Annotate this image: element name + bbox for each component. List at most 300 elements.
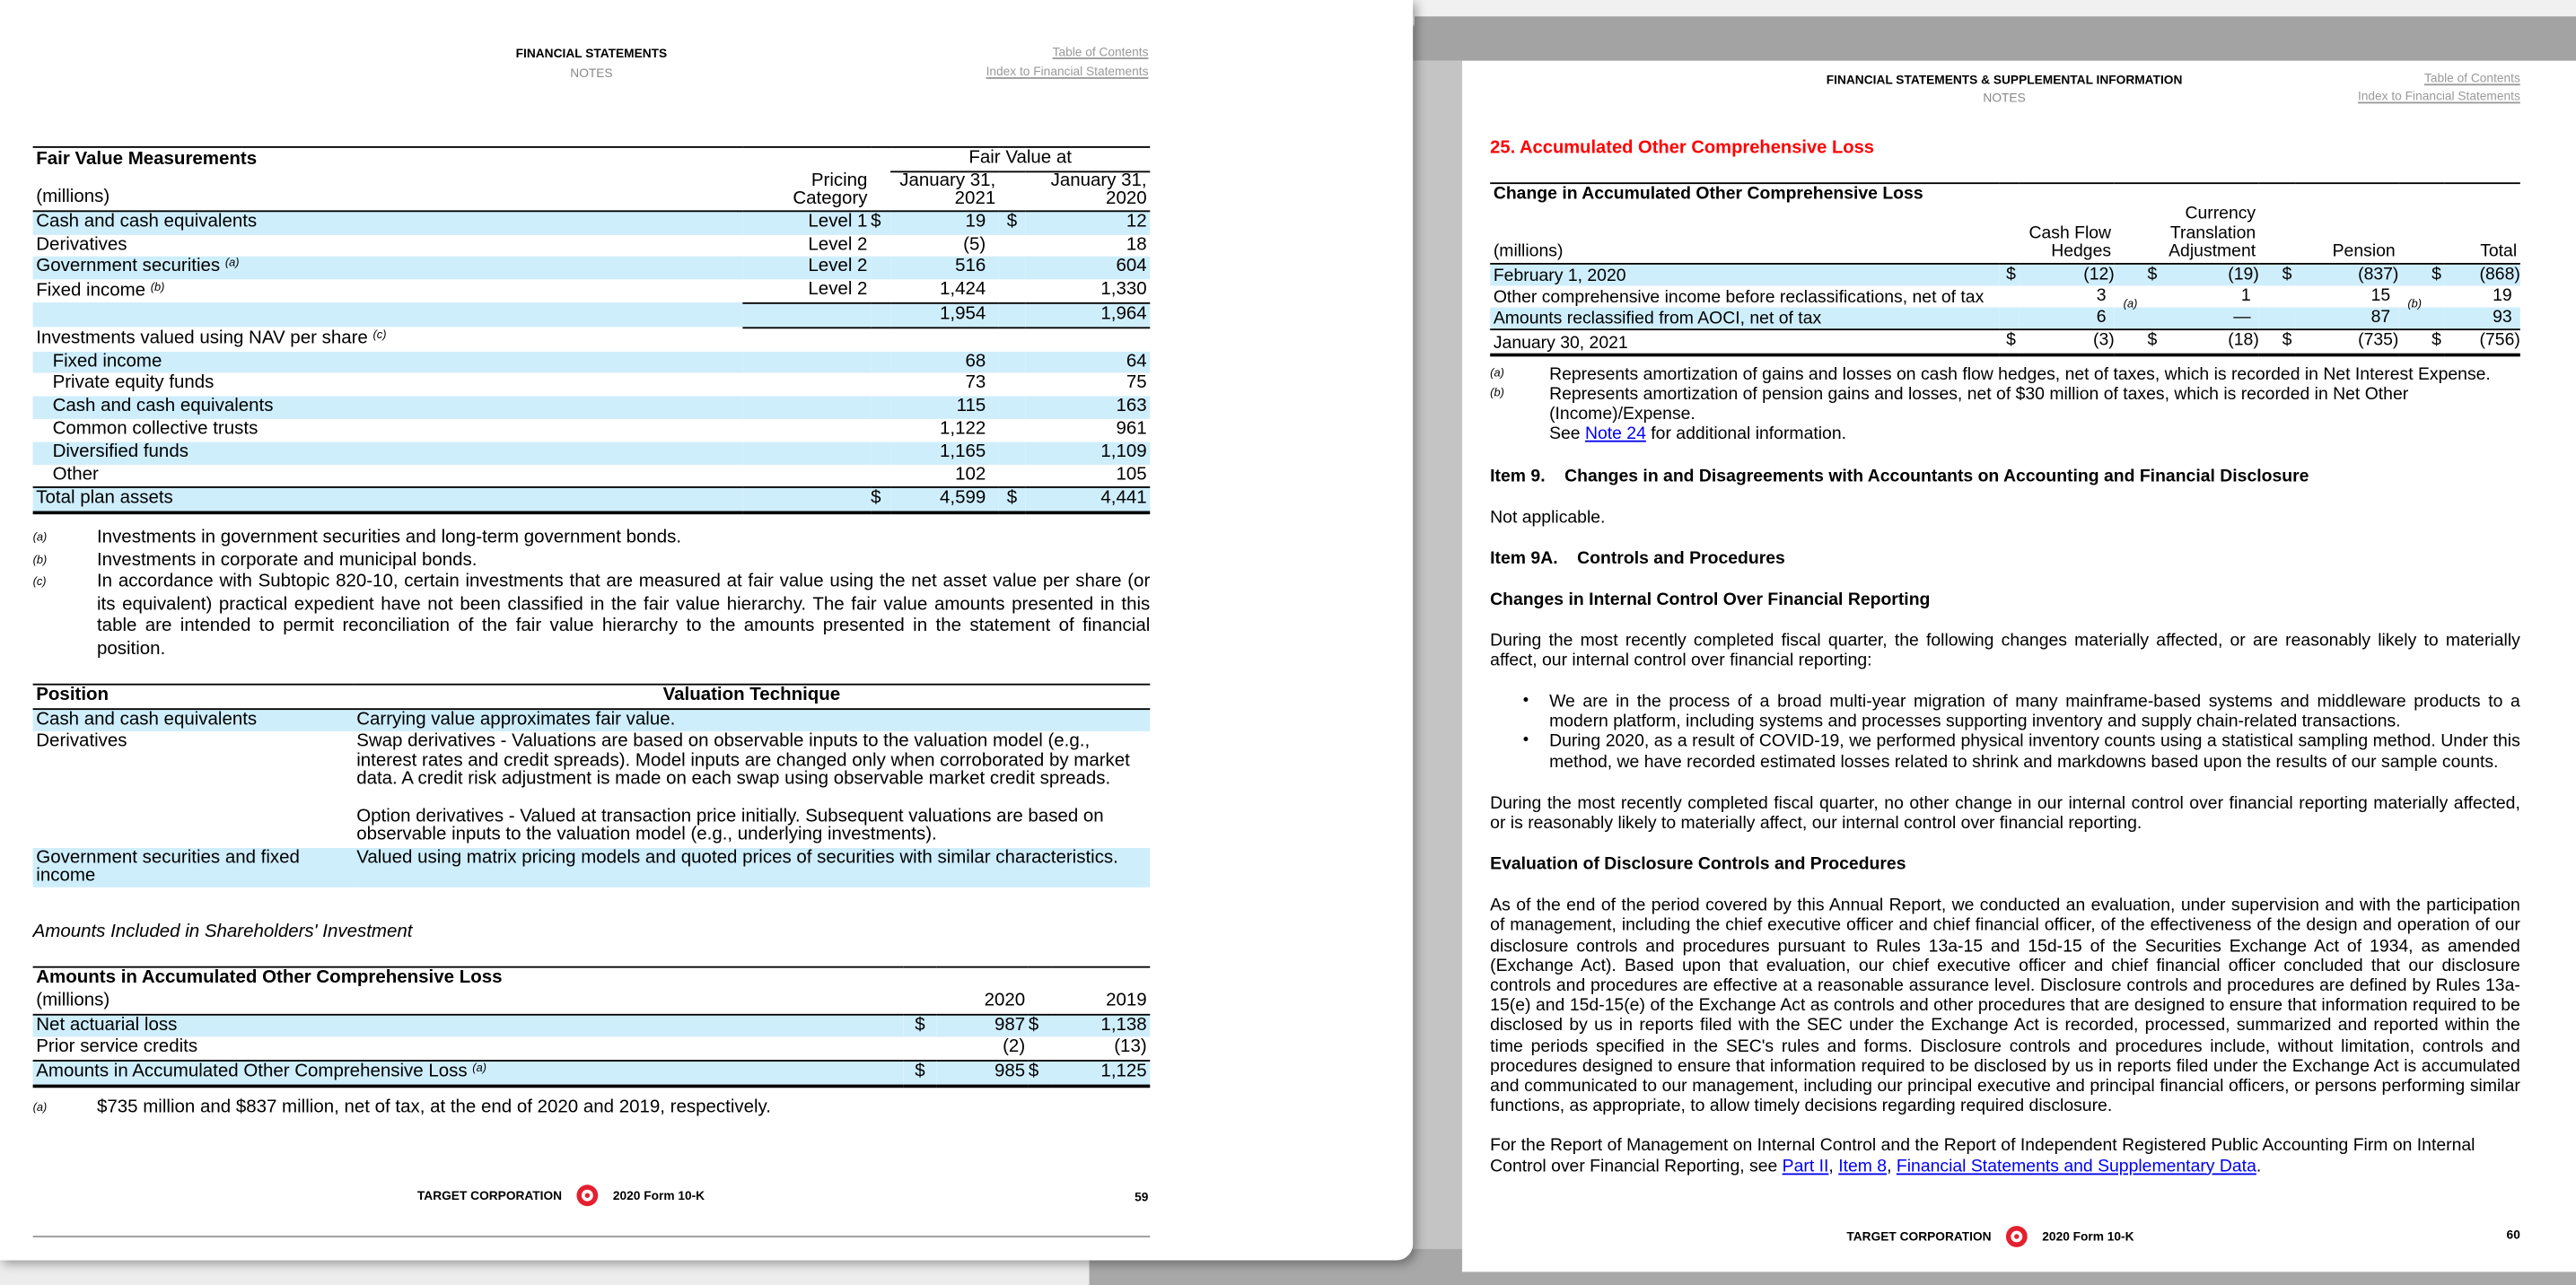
row-label (33, 397, 743, 419)
page-header-subtitle: NOTES (570, 66, 613, 81)
row-label (33, 257, 743, 279)
row-value (2445, 308, 2520, 330)
pricing-category (742, 303, 871, 328)
value-2021: 115 (890, 397, 999, 419)
footnote-text: Represents amortization of gains and losses on cash flow hedges, net of taxes, which is recorded in Net Interest Expense. (1549, 363, 2491, 384)
dollar-sign (999, 464, 1025, 487)
dollar-sign: $ (871, 488, 890, 513)
footnote (1490, 364, 2520, 384)
value-text: 6 (2096, 307, 2107, 328)
column-header: Total (2445, 205, 2520, 263)
background (1413, 0, 2576, 16)
value-2021: 1,165 (890, 441, 999, 464)
value-2019: 1,138 (1051, 1014, 1150, 1037)
value-text: (868) (2479, 264, 2520, 284)
change-table-title: Change in Accumulated Other Comprehensive Loss (1490, 183, 1999, 205)
value-2021: 19 (890, 211, 999, 234)
value-2020: 12 (1025, 211, 1150, 234)
value-2021: 1,122 (939, 418, 986, 439)
value-text: (3) (2093, 330, 2115, 351)
column-header: Cash Flow Hedges (2020, 205, 2115, 263)
pricing-category (742, 328, 871, 351)
item9a-heading: Item 9A. Controls and Procedures (1490, 547, 1785, 568)
table-row (33, 1061, 1151, 1086)
footnote-mark: (b) (1490, 387, 1504, 399)
dollar-sign: $ (2000, 263, 2020, 285)
bullet-icon: • (1522, 731, 1529, 750)
table-row (33, 257, 1151, 279)
row-value (2160, 263, 2259, 285)
table-of-contents-link[interactable]: Table of Contents (2423, 70, 2520, 86)
value-2020: 64 (1025, 351, 1150, 373)
pricing-category (742, 419, 871, 441)
text: See (1549, 424, 1585, 444)
valuation-technique (354, 732, 1151, 848)
footnote-ref: (b) (2407, 299, 2423, 311)
row-label-text: Fixed income (52, 351, 162, 372)
dollar-sign: $ (2115, 263, 2160, 285)
position-label: Government securities and fixed income (33, 848, 354, 887)
pricing-category: Level 2 (742, 257, 871, 279)
changes-bullet-list (1490, 692, 2520, 772)
value-2021: 1,424 (939, 279, 986, 300)
footnote-mark: (b) (32, 555, 48, 567)
row-value (2295, 330, 2398, 354)
table-row (33, 419, 1151, 441)
units-label: (millions) (33, 171, 743, 211)
row-label (33, 464, 743, 487)
viewer-margin (1413, 61, 1462, 1249)
report-text: For the Report of Management on Internal Control and the Report of Independent Registered Public Accounting Firm on Internal Control over Financial Reporting, see (1490, 1136, 2475, 1176)
row-value (2445, 263, 2520, 285)
pricing-category (742, 464, 871, 487)
dollar-sign (999, 257, 1025, 279)
units-label: (millions) (1490, 205, 1999, 263)
pricing-category-header: Pricing Category (742, 171, 871, 211)
valuation-technique-header: Valuation Technique (354, 685, 1151, 709)
value-2020: 604 (1025, 257, 1150, 279)
page-footer (1490, 1226, 2520, 1249)
value-2020 (1025, 328, 1150, 351)
value-2020: 163 (1025, 397, 1150, 419)
value-2019: (13) (1114, 1037, 1147, 1058)
row-label (33, 328, 743, 351)
value-2021: (5) (963, 234, 986, 255)
dollar-sign (999, 303, 1025, 328)
evaluation-heading: Evaluation of Disclosure Controls and Procedures (1490, 854, 1906, 875)
index-financial-statements-link[interactable]: Index to Financial Statements (2357, 88, 2520, 104)
col-2020-header: 2020 (936, 991, 1029, 1014)
value-2021: 4,599 (890, 488, 999, 513)
dollar-sign: $ (2115, 330, 2160, 354)
dollar-sign (999, 234, 1025, 257)
value-text: 1 (2240, 285, 2251, 306)
dollar-sign: $ (2259, 263, 2295, 285)
dollar-sign (999, 397, 1025, 419)
footer-form: 2020 Form 10-K (2042, 1228, 2134, 1244)
page-header-title: FINANCIAL STATEMENTS & SUPPLEMENTAL INFORMATION (1826, 72, 2183, 88)
index-financial-statements-link[interactable]: Index to Financial Statements (986, 64, 1149, 79)
value-text: 3 (2096, 285, 2107, 306)
page-number: 60 (2506, 1227, 2520, 1243)
row-label (33, 351, 743, 373)
value-2020: 1,330 (1100, 279, 1147, 300)
units-label: (millions) (33, 991, 904, 1014)
aocl-footnote (33, 1097, 1151, 1120)
position-label: Cash and cash equivalents (33, 709, 354, 732)
footer-company: TARGET CORPORATION (1846, 1228, 1992, 1244)
row-label-text: Net actuarial loss (36, 1014, 178, 1035)
value-2020: 18 (1126, 234, 1147, 255)
footnote-text: $735 million and $837 million, net of tax, at the end of 2020 and 2019, respectively. (96, 1097, 771, 1118)
footer-company: TARGET CORPORATION (416, 1187, 563, 1203)
footnote-mark: (a) (1490, 367, 1504, 380)
footnote-text: Investments in corporate and municipal bonds. (96, 549, 478, 570)
footnote-ref: (b) (150, 282, 165, 294)
pricing-category: Level 1 (742, 211, 871, 234)
pricing-category (742, 351, 871, 373)
value-2020: 987 (936, 1014, 1029, 1037)
spacer (2259, 183, 2295, 205)
footer-rule (33, 1236, 1151, 1237)
footnote-mark: (a) (32, 1102, 48, 1115)
dollar-sign (999, 328, 1025, 351)
value-2021: 102 (955, 464, 986, 485)
valuation-table (33, 684, 1151, 887)
table-row (33, 373, 1151, 396)
dollar-sign: $ (999, 211, 1025, 234)
table-row (33, 732, 1151, 848)
footnote-body (1549, 384, 2520, 444)
row-label-text: Government securities (36, 257, 221, 277)
technique-paragraph: Carrying value approximates fair value. (356, 709, 676, 730)
change-aocl-table (1490, 182, 2520, 355)
spacer (2000, 205, 2020, 263)
table-row (33, 351, 1151, 373)
row-value (2160, 285, 2259, 307)
table-row (33, 441, 1151, 464)
spacer (2115, 205, 2160, 263)
value-text: (12) (2083, 264, 2115, 284)
dollar-sign (999, 280, 1025, 303)
footnote-ref: (a) (2123, 299, 2138, 311)
changes-heading: Changes in Internal Control Over Financial Reporting (1490, 589, 1931, 609)
spacer (2398, 205, 2444, 263)
dollar-sign: $ (871, 211, 890, 234)
target-logo-icon (577, 1184, 599, 1206)
dollar-sign (871, 257, 890, 279)
value-2020: 1,964 (1025, 303, 1150, 328)
row-value (2020, 299, 2138, 330)
bullet-item (1490, 732, 2520, 773)
footnote (33, 528, 1151, 550)
report-reference (1490, 1136, 2520, 1176)
spacer (2000, 183, 2020, 205)
spacer (2160, 183, 2259, 205)
value-2020: 75 (1126, 373, 1147, 394)
spacer (2445, 183, 2520, 205)
spacer (2020, 183, 2115, 205)
row-label-text: Derivatives (36, 234, 127, 255)
table-header-row (1490, 183, 2520, 205)
table-row (33, 328, 1151, 351)
footnote-text: Represents amortization of pension gains and losses, net of $30 million of taxes, which is recorded in Net Other (Income)/Expense. (1549, 383, 2409, 424)
dollar-sign (871, 303, 890, 328)
dollar-sign (871, 419, 890, 441)
dollar-sign (2000, 285, 2020, 307)
item-8-link[interactable]: Item 8 (1838, 1156, 1888, 1176)
row-value (2160, 330, 2259, 354)
pricing-category (742, 488, 871, 513)
dollar-sign (871, 351, 890, 373)
col-2021-header: January 31, 2021 (890, 171, 999, 211)
footnote (33, 550, 1151, 573)
position-header: Position (33, 685, 354, 709)
value-text: — (2233, 307, 2251, 328)
footnote (1490, 384, 2520, 444)
table-row (33, 464, 1151, 487)
table-row (33, 211, 1151, 234)
table-row (33, 303, 1151, 328)
pricing-category: Level 2 (808, 234, 868, 255)
period: . (2256, 1156, 2262, 1176)
change-table-footnotes (1490, 364, 2520, 444)
row-label (33, 488, 743, 513)
table-header-row (1490, 205, 2520, 263)
row-label (33, 1061, 904, 1086)
footnote-see-also (1549, 424, 2520, 444)
dollar-sign: $ (1029, 1014, 1052, 1037)
dollar-sign: $ (2000, 330, 2020, 354)
page-header-title: FINANCIAL STATEMENTS (515, 46, 668, 61)
footnote-ref: (c) (372, 329, 387, 342)
value-text: (837) (2358, 264, 2399, 284)
spacer (2398, 183, 2444, 205)
row-label (33, 211, 743, 234)
separator: , (1828, 1156, 1839, 1176)
row-value (2445, 330, 2520, 354)
dollar-sign: $ (999, 488, 1025, 513)
value-2020: 105 (1116, 464, 1147, 485)
row-label-text: Cash and cash equivalents (52, 396, 274, 416)
page-footer (417, 1184, 705, 1206)
target-logo-icon (2006, 1226, 2028, 1247)
shareholders-heading: Amounts Included in Shareholders' Investment (32, 922, 413, 942)
dollar-sign (999, 373, 1025, 396)
aocl-table (33, 966, 1151, 1088)
footnote-text: Investments in government securities and long-term government bonds. (96, 528, 682, 548)
value-text: (18) (2228, 330, 2259, 351)
technique-paragraph: Option derivatives - Valued at transaction price initially. Subsequent valuations are based on observable inputs to the valuation model (e.g., underlying investments). (356, 807, 1104, 846)
row-value (2020, 263, 2115, 285)
dollar-sign (871, 328, 890, 351)
evaluation-text: As of the end of the period covered by this Annual Report, we conducted an evaluation, under supervision and with the participation of management, including the chief executive officer and chief financial officer, of the effectiveness of the design and operation of our disclosure controls and procedures pursuant to Rules 13a-15 and 15d-15 of the Securities Exchange Act of 1934, as amended (Exchange Act). Based upon that evaluation, our chief executive officer and chief financial officer concluded that our disclosure controls and procedures are effective at a reasonable assurance level. Disclosure controls and procedures are defined by Rules 13a-15(e) and 15d-15(e) of the Exchange Act as controls and other procedures that are designed to ensure that information required to be disclosed by us in reports filed with the SEC under the Exchange Act is recorded, processed, summarized and reported within the time periods specified in the SEC's rules and forms. Disclosure controls and procedures include, without limitation, controls and procedures designed to ensure that information required to be disclosed by us in reports filed under the Exchange Act is accumulated and communicated to our management, including our principal executive and principal financial officers, or persons performing similar functions, as appropriate, to allow timely decisions regarding required disclosure. (1490, 896, 2520, 1116)
row-label-text: Other (52, 464, 99, 485)
row-label (33, 280, 743, 303)
col-2020-header: January 31, 2020 (1025, 171, 1150, 211)
dollar-sign (871, 280, 890, 303)
fair-value-footnotes (33, 528, 1151, 660)
value-2020: 1,109 (1025, 441, 1150, 464)
value-2019: 1,125 (1051, 1061, 1150, 1086)
value-text: 15 (2370, 285, 2391, 306)
row-label (33, 441, 743, 464)
bullet-icon: • (1522, 691, 1529, 710)
pricing-category (742, 397, 871, 419)
row-label-text: Total plan assets (36, 488, 173, 509)
column-header: Pension (2295, 205, 2398, 263)
value-2020: 985 (936, 1061, 1029, 1086)
bullet-text: During 2020, as a result of COVID-19, we performed physical inventory counts using a statistical sampling method. Under this method, we have recorded estimated losses related to shrink and markdowns based upon the results of our sample counts. (1549, 731, 2520, 772)
footer-form: 2020 Form 10-K (612, 1187, 705, 1203)
value-2020: 4,441 (1025, 488, 1150, 513)
row-label: January 30, 2021 (1490, 330, 1999, 354)
valuation-technique (354, 709, 1151, 732)
spacer (2295, 183, 2398, 205)
table-row (1490, 263, 2520, 285)
value-2021: 1,954 (890, 303, 999, 328)
text: for additional information. (1645, 424, 1847, 444)
row-label: February 1, 2020 (1490, 263, 1999, 285)
footnote-ref: (a) (472, 1063, 486, 1075)
dollar-sign (871, 464, 890, 487)
dollar-sign (1029, 1037, 1052, 1061)
row-label (33, 1037, 904, 1061)
page-number: 59 (1135, 1189, 1149, 1205)
dollar-sign (999, 419, 1025, 441)
part-ii-link[interactable]: Part II (1782, 1156, 1829, 1176)
value-text: (735) (2358, 330, 2399, 351)
dollar-sign (2259, 285, 2295, 307)
footnote-body (1549, 364, 2520, 384)
row-value (2160, 308, 2259, 330)
value-text: 93 (2493, 307, 2512, 328)
table-row (33, 397, 1151, 419)
value-text: 19 (2493, 285, 2512, 306)
value-text: (19) (2228, 264, 2259, 284)
column-header: Currency Translation Adjustment (2160, 205, 2259, 263)
table-row (33, 234, 1151, 257)
row-label-text: Prior service credits (36, 1037, 198, 1058)
row-label-text: Investments valued using NAV per share (36, 328, 368, 348)
row-label-text: Private equity funds (52, 373, 215, 394)
value-2020: (2) (1003, 1037, 1026, 1058)
footnote-ref: (a) (224, 258, 240, 271)
footnote-text: In accordance with Subtopic 820-10, certain investments that are measured at fair value using the net asset value per share (or its equivalent) practical expedient have not been classified in the fair value hierarchy. The fair value amounts presented in this table are intended to permit reconciliation of the fair value hierarchy to the amounts presented in the statement of financial position. (96, 572, 1151, 659)
dollar-sign: $ (2259, 330, 2295, 354)
row-label (33, 373, 743, 396)
table-row (33, 488, 1151, 513)
value-2021: 516 (890, 257, 999, 279)
pricing-category: Level 2 (808, 279, 868, 300)
item9-text: Not applicable. (1490, 508, 1606, 529)
bullet-text: We are in the process of a broad multi-year migration of many mainframe-based systems and middleware products to a modern platform, including systems and processes supporting inventory and supply chain-related transactions. (1549, 691, 2520, 732)
row-label-text: Cash and cash equivalents (36, 211, 258, 232)
pricing-category (742, 441, 871, 464)
value-text: 87 (2370, 307, 2391, 328)
spacer (2259, 205, 2295, 263)
row-label (33, 234, 743, 257)
dollar-sign (871, 373, 890, 396)
row-label-text: Diversified funds (52, 441, 188, 462)
note-24-link[interactable]: Note 24 (1584, 424, 1646, 444)
value-2021: 73 (965, 373, 986, 394)
aocl-title: Amounts in Accumulated Other Comprehensive Loss (33, 967, 1151, 991)
col-2019-header: 2019 (1051, 991, 1150, 1014)
position-label: Derivatives (36, 731, 127, 752)
dollar-sign: $ (1029, 1061, 1052, 1086)
fair-value-title: Fair Value Measurements (33, 147, 743, 171)
right-document-page (1462, 61, 2576, 1272)
bullet-item (1490, 692, 2520, 732)
table-row (1490, 330, 2520, 354)
table-of-contents-link[interactable]: Table of Contents (1052, 44, 1149, 59)
row-label (33, 419, 743, 441)
row-label-text: Amounts in Accumulated Other Comprehensive Loss (36, 1062, 468, 1082)
item9-heading: Item 9. Changes in and Disagreements with Accountants on Accounting and Financial Disclosure (1490, 467, 2309, 487)
note-title: 25. Accumulated Other Comprehensive Loss (1490, 137, 1874, 158)
row-label-text: Common collective trusts (52, 418, 258, 439)
row-value (2020, 285, 2115, 307)
table-row (33, 848, 1151, 887)
row-value (2020, 330, 2115, 354)
table-row (1490, 308, 2520, 330)
row-label (33, 303, 743, 328)
dollar-sign: $ (904, 1014, 937, 1037)
dollar-sign (871, 397, 890, 419)
changes-intro: During the most recently completed fiscal quarter, the following changes materially affected, or are reasonably likely to materially affect, our internal control over financial reporting: (1490, 630, 2520, 670)
separator: , (1887, 1156, 1897, 1176)
value-2021 (890, 328, 999, 351)
table-row (33, 280, 1151, 303)
dollar-sign (999, 441, 1025, 464)
table-row (1490, 285, 2520, 307)
value-2021: 68 (890, 351, 999, 373)
value-2020: 961 (1116, 418, 1147, 439)
row-label: Other comprehensive income before reclassifications, net of tax (1493, 287, 1985, 308)
fair-value-group-header: Fair Value at (890, 147, 1150, 171)
fair-value-table (33, 146, 1151, 514)
technique-paragraph: Swap derivatives - Valuations are based on observable inputs to the valuation model (e.g., interest rates and credit spreads). Model inputs are changed only when corroborated by market data. A credit risk adjustment is made on each swap using observable market credit spreads. (356, 731, 1130, 790)
changes-outro: During the most recently completed fiscal quarter, no other change in our internal control over financial reporting materially affected, or is reasonably likely to materially affect, our internal control over financial reporting. (1490, 793, 2520, 834)
valuation-technique (354, 848, 1151, 887)
row-value (2445, 285, 2520, 307)
row-value (2295, 263, 2398, 285)
dollar-sign (999, 351, 1025, 373)
financial-statements-link[interactable]: Financial Statements and Supplementary Data (1896, 1156, 2256, 1176)
value-text: (756) (2479, 330, 2520, 351)
row-label (33, 1014, 904, 1037)
page-header-subtitle: NOTES (1983, 90, 2026, 106)
row-value (2295, 299, 2423, 330)
dollar-sign (904, 1037, 937, 1061)
dollar-sign (2259, 308, 2295, 330)
dollar-sign (871, 234, 890, 257)
row-value (2295, 285, 2398, 307)
window-title-bar (1413, 16, 2576, 60)
table-row (33, 1014, 1151, 1037)
dollar-sign: $ (904, 1061, 937, 1086)
dollar-sign: $ (2398, 330, 2444, 354)
table-row (33, 1037, 1151, 1061)
dollar-sign (871, 441, 890, 464)
pricing-category (742, 373, 871, 396)
footnote-mark: (c) (32, 577, 47, 589)
row-label: Amounts reclassified from AOCI, net of tax (1490, 308, 1999, 330)
footnote (33, 573, 1151, 661)
spacer (2115, 183, 2160, 205)
technique-paragraph: Valued using matrix pricing models and quoted prices of securities with similar characteristics. (356, 847, 1118, 868)
